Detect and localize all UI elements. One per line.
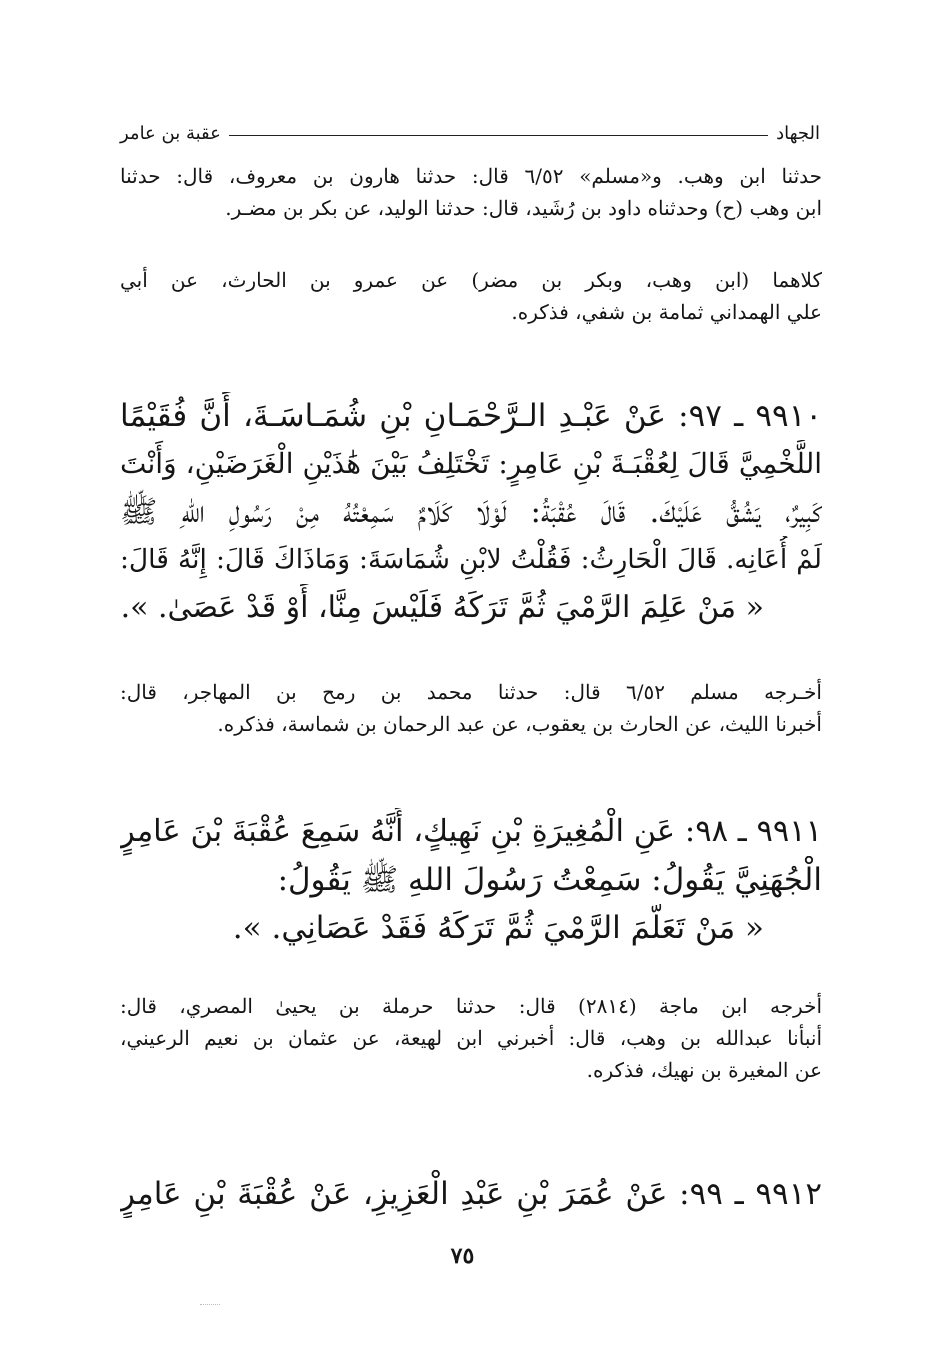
page-number: ٧٥ <box>450 1243 475 1269</box>
hadith-line: الْجُهَنِيَّ يَقُولُ: سَمِعْتُ رَسُولَ اللهِ ﷺ يَقُولُ: <box>277 862 822 898</box>
header-rule <box>229 135 768 136</box>
hadith-line: ٩٩١١ ـ ٩٨: عَنِ الْمُغِيرَةِ بْنِ نَهِيكٍ، أَنَّهُ سَمِعَ عُقْبَةَ بْنَ عَامِرٍ <box>120 814 822 849</box>
text-line: أخبرنا الليث، عن الحارث بن يعقوب، عن عبد الرحمان بن شماسة، فذكره. <box>217 712 822 736</box>
hadith-line: ٩٩١٢ ـ ٩٩: عَنْ عُمَرَ بْنِ عَبْدِ الْعَزِيزِ، عَنْ عُقْبَةَ بْنِ عَامِرٍ <box>120 1176 822 1212</box>
hadith-line: كَبِيرٌ، يَشُقُّ عَلَيْكَ. قَالَ عُقْبَةُ: لَوْلَا كَلَامٌ سَمِعْتُهُ مِنْ رَسُولِ اللهِ ﷺ <box>120 494 822 530</box>
text-line: كلاهما (ابن وهب، وبكر بن مضر) عن عمرو بن الحارث، عن أبي <box>120 268 822 292</box>
paragraph-chain-1 <box>120 160 822 224</box>
text-line: حدثنا ابن وهب. و«مسلم» ٦/٥٢ قال: حدثنا هارون بن معروف، قال: حدثنا <box>120 164 822 188</box>
text-line: علي الهمداني ثمامة بن شفي، فذكره. <box>511 300 822 324</box>
hadith-9912 <box>120 1170 822 1218</box>
text-line: أخـرجه مسلم ٦/٥٢ قال: حدثنا محمد بن رمح بن المهاجر، قال: <box>120 680 822 704</box>
hadith-quote: « مَنْ تَعَلَّمَ الرَّمْيَ ثُمَّ تَرَكَهُ فَقَدْ عَصَانِي. ». <box>232 910 764 946</box>
takhrij-9911 <box>120 990 822 1086</box>
text-line: أنبأنا عبدالله بن وهب، قال: أخبرني ابن لهيعة، عن عثمان بن نعيم الرعيني، <box>120 1026 822 1050</box>
takhrij-9910 <box>120 676 822 740</box>
paragraph-chain-2 <box>120 264 822 328</box>
running-header <box>120 118 820 148</box>
hadith-line: اللَّخْمِيَّ قَالَ لِعُقْبَـةَ بْنِ عَامِرٍ: تَخْتَلِفُ بَيْنَ هَٰذَيْنِ الْغَرَضَيْنِ، وَأَنْتَ <box>120 447 822 480</box>
hadith-9910 <box>120 392 822 632</box>
hadith-line: لَمْ أُعَانِه. قَالَ الْحَارِثُ: فَقُلْتُ لابْنِ شُمَاسَةَ: وَمَاذَاكَ قَالَ: إِنَّهُ قَالَ: <box>120 544 822 575</box>
scan-specks <box>200 1304 220 1307</box>
header-section: عقبة بن عامر <box>120 122 221 144</box>
text-line: عن المغيرة بن نهيك، فذكره. <box>586 1058 822 1082</box>
hadith-9911 <box>120 808 822 952</box>
text-line: ابن وهب (ح) وحدثناه داود بن رُشَيد، قال: حدثنا الوليد، عن بكر بن مضـر. <box>225 196 822 220</box>
text-line: أخرجه ابن ماجة (٢٨١٤) قال: حدثنا حرملة بن يحيىٰ المصري، قال: <box>120 994 822 1018</box>
hadith-quote: « مَنْ عَلِمَ الرَّمْيَ ثُمَّ تَرَكَهُ فَلَيْسَ مِنَّا، أَوْ قَدْ عَصَىٰ. ». <box>120 590 764 625</box>
header-chapter: الجهاد <box>776 122 820 144</box>
hadith-line: ٩٩١٠ ـ ٩٧: عَنْ عَبْـدِ الـرَّحْمَـانِ بْنِ شُمَـاسَـةَ، أَنَّ فُقَيْمًا <box>120 398 822 434</box>
